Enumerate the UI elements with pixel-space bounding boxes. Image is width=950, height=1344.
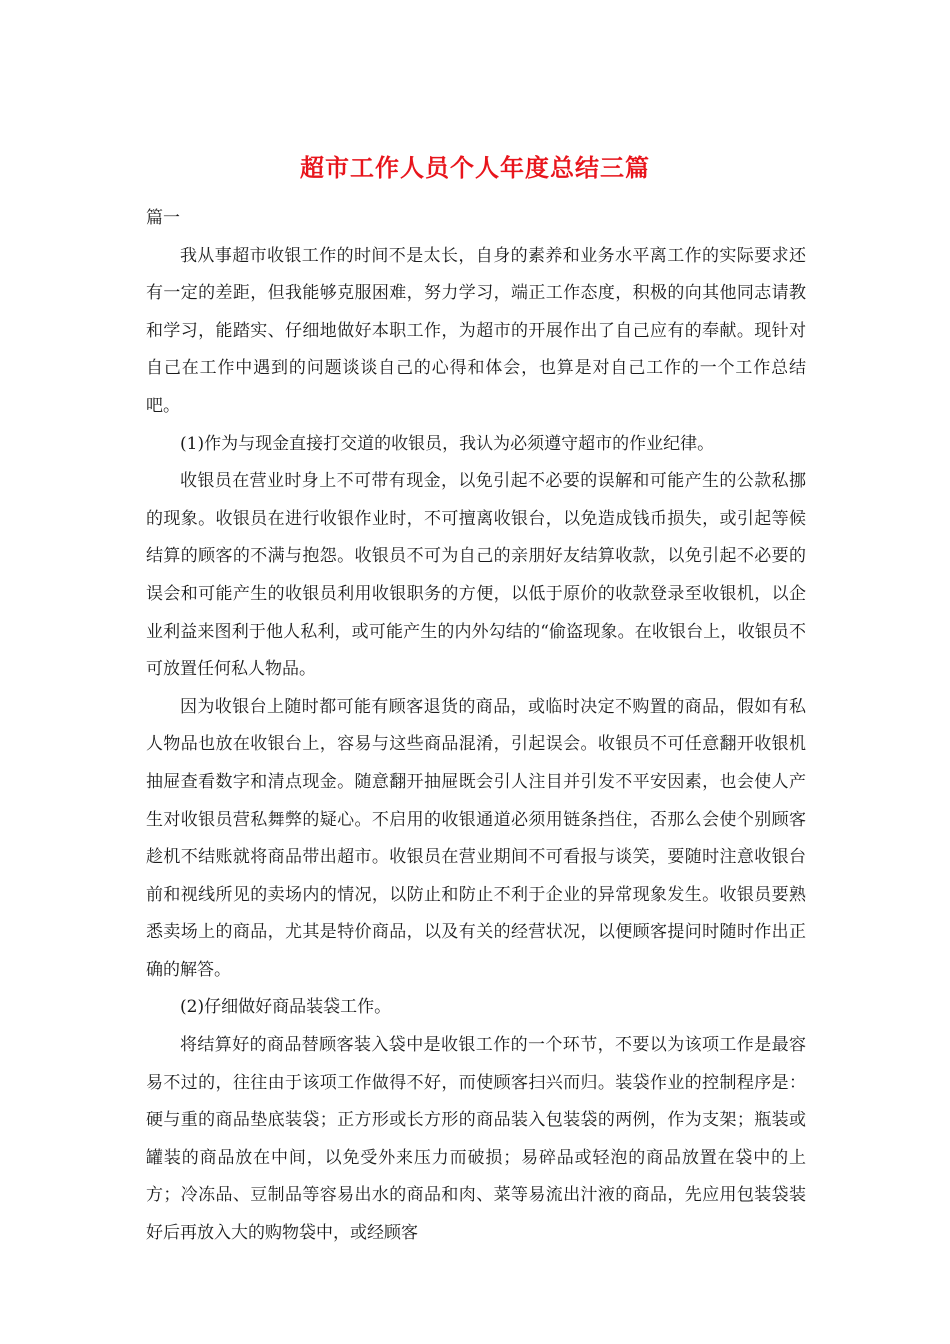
paragraph-intro: 我从事超市收银工作的时间不是太长，自身的素养和业务水平离工作的实际要求还有一定的差距，但我能够克服困难，努力学习，端正工作态度，积极的向其他同志请教和学习，能踏实、仔细地做好本职工作，为超市的开展作出了自己应有的奉献。现针对自己在工作中遇到的问题谈谈自己的心得和体会，也算是对自己工作的一个工作总结吧。 [146, 245, 806, 416]
document-title: 超市工作人员个人年度总结三篇 [300, 153, 650, 182]
paragraph-counter-rules: 因为收银台上随时都可能有顾客退货的商品，或临时决定不购置的商品，假如有私人物品也放在收银台上，容易与这些商品混淆，引起误会。收银员不可任意翻开收银机抽屉查看数字和清点现金。随意翻开抽屉既会引人注目并引发不平安因素，也会使人产生对收银员营私舞弊的疑心。不启用的收银通道必须用链条挡住，否那么会使个别顾客趁机不结账就将商品带出超市。收银员在营业期间不可看报与谈笑，要随时注意收银台前和视线所见的卖场内的情况，以防止和防止不利于企业的异常现象发生。收银员要熟悉卖场上的商品，尤其是特价商品，以及有关的经营状况，以便顾客提问时随时作出正确的解答。 [146, 696, 806, 980]
paragraph-point-1-heading: (1)作为与现金直接打交道的收银员，我认为必须遵守超市的作业纪律。 [180, 433, 715, 454]
paragraph-point-2-heading: (2)仔细做好商品装袋工作。 [180, 997, 392, 1018]
paragraph-cash-rules: 收银员在营业时身上不可带有现金，以免引起不必要的误解和可能产生的公款私挪的现象。收银员在进行收银作业时，不可擅离收银台，以免造成钱币损失，或引起等候结算的顾客的不满与抱怨。收银员不可为自己的亲朋好友结算收款，以免引起不必要的误会和可能产生的收银员利用收银职务的方便，以低于原价的收款登录至收银机，以企业利益来图利于他人私利，或可能产生的内外勾结的“偷盗现象。在收银台上，收银员不可放置任何私人物品。 [146, 471, 806, 680]
paragraph-bagging: 将结算好的商品替顾客装入袋中是收银工作的一个环节，不要以为该项工作是最容易不过的，往往由于该项工作做得不好，而使顾客扫兴而归。装袋作业的控制程序是：硬与重的商品垫底装袋；正方形或长方形的商品装入包装袋的两例，作为支架；瓶装或罐装的商品放在中间，以免受外来压力而破损；易碎品或轻泡的商品放置在袋中的上方；冷冻品、豆制品等容易出水的商品和肉、菜等易流出汁液的商品，先应用包装袋装好后再放入大的购物袋中，或经顾客 [146, 1035, 806, 1244]
section-label: 篇一 [146, 208, 180, 228]
document-body [146, 200, 806, 1253]
